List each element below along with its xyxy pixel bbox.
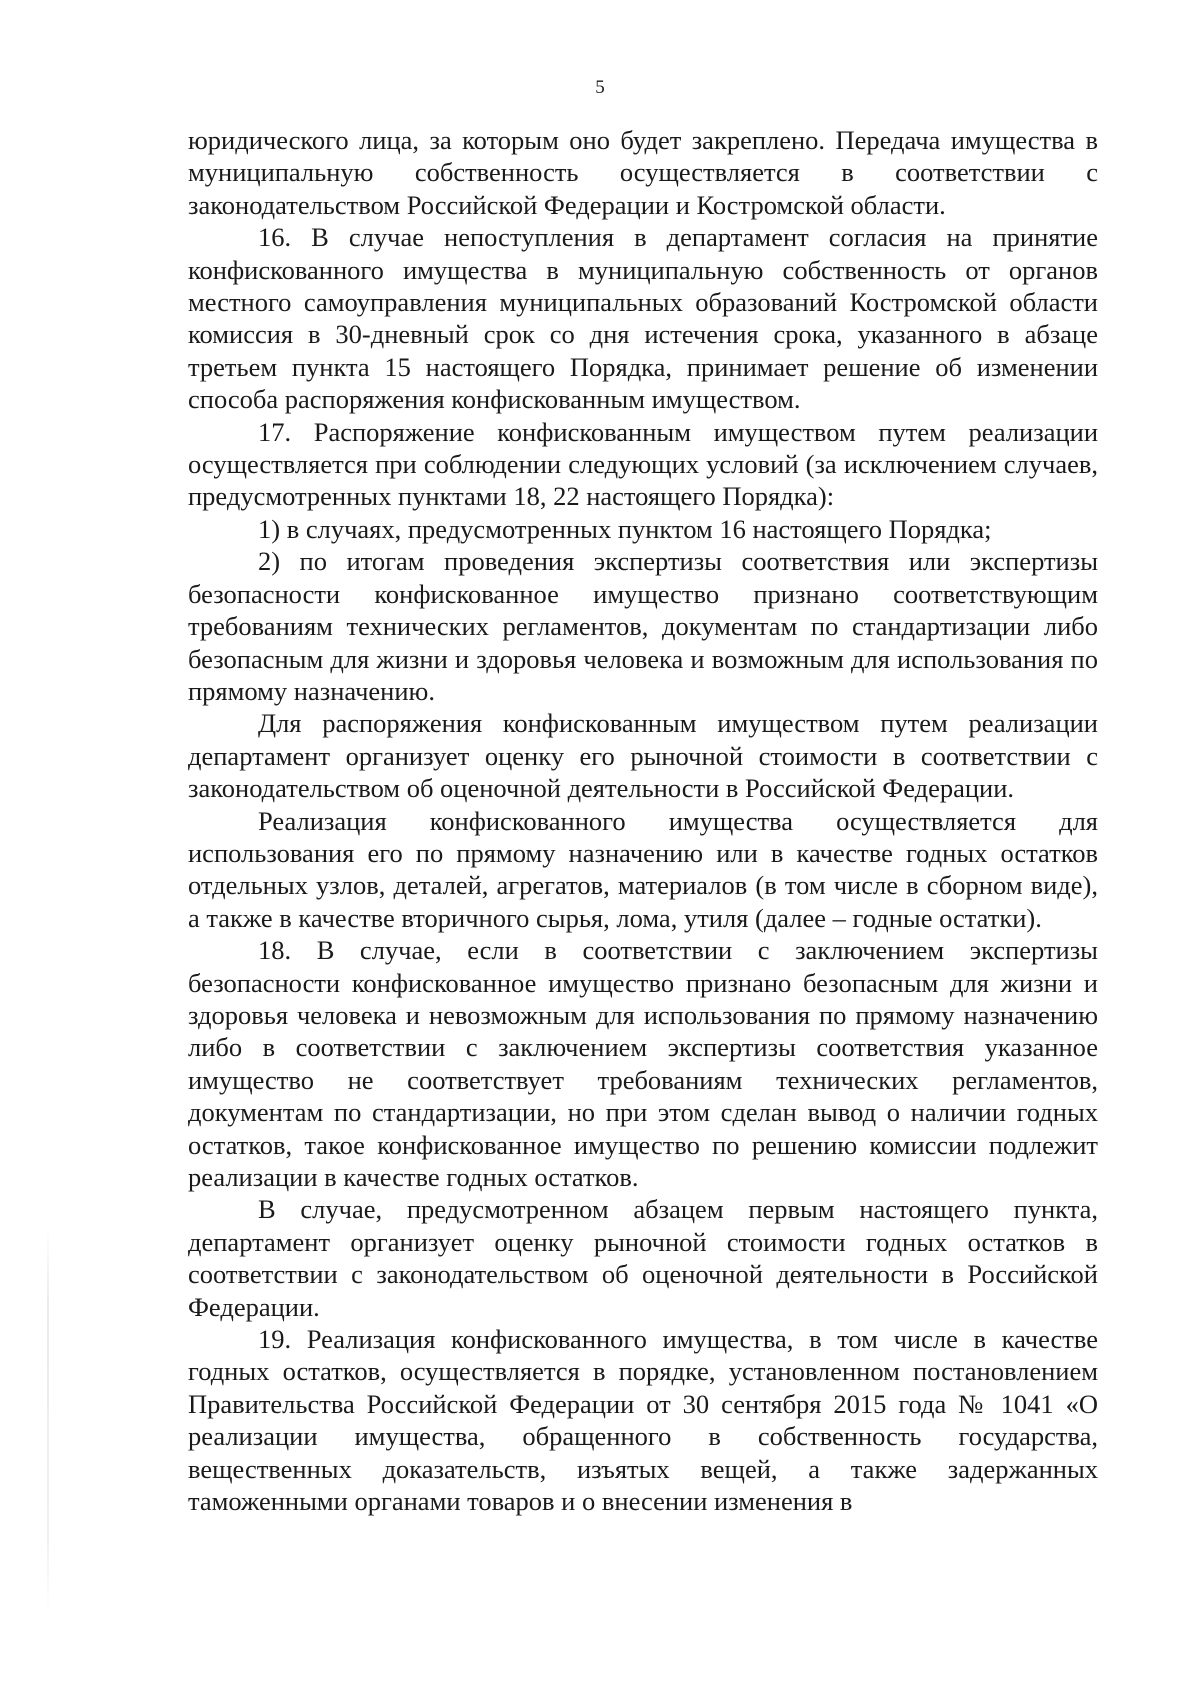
paragraph-item-17: 17. Распоряжение конфискованным имуществом путем реализации осуществляется при соблюдении следующих условий (за исключением случаев, предусмотренных пунктами 18, 22 настоящего Порядка): xyxy=(188,416,1098,512)
paragraph-valuation: Для распоряжения конфискованным имуществом путем реализации департамент организует оценку его рыночной стоимости в соответствии с законодательством об оценочной деятельности в Российской Федерации. xyxy=(188,708,1098,804)
paragraph-item-16: 16. В случае непоступления в департамент согласия на принятие конфискованного имущества в муниципальную собственность от органов местного самоуправления муниципальных образований Костромской области комиссия в 30-дневный срок со дня истечения срока, указанного в абзаце третьем пункта 15 настоящего Порядка, принимает решение об изменении способа распоряжения конфискованным имуществом. xyxy=(188,222,1098,415)
paragraph-item-18: 18. В случае, если в соответствии с заключением экспертизы безопасности конфискованное имущество признано безопасным для жизни и здоровья человека и невозможным для использования по прямому назначению либо в соответствии с заключением экспертизы соответствия указанное имущество не соответствует требованиям технических регламентов, документам по стандартизации, но при этом сделан вывод о наличии годных остатков, такое конфискованное имущество по решению комиссии подлежит реализации в качестве годных остатков. xyxy=(188,935,1098,1192)
page-number: 5 xyxy=(595,77,605,98)
paragraph-item-18-valuation: В случае, предусмотренном абзацем первым настоящего пункта, департамент организует оценку рыночной стоимости годных остатков в соответствии с законодательством об оценочной деятельности в Российской Федерации. xyxy=(188,1194,1098,1322)
paragraph-sale-purpose: Реализация конфискованного имущества осуществляется для использования его по прямому назначению или в качестве годных остатков отдельных узлов, деталей, агрегатов, материалов (в том числе в сборном виде), а также в качестве вторичного сырья, лома, утиля (далее – годные остатки). xyxy=(188,805,1098,933)
document-body xyxy=(188,124,1098,1517)
paragraph-continuation: юридического лица, за которым оно будет закреплено. Передача имущества в муниципальную собственность осуществляется в соответствии с законодательством Российской Федерации и Костромской области. xyxy=(188,125,1098,220)
paragraph-item-19: 19. Реализация конфискованного имущества, в том числе в качестве годных остатков, осуществляется в порядке, установленном постановлением Правительства Российской Федерации от 30 сентября 2015 года № 1041 «О реализации имущества, обращенного в собственность государства, вещественных доказательств, изъятых вещей, а также задержанных таможенными органами товаров и о внесении изменения в xyxy=(188,1324,1098,1517)
paragraph-subitem-1: 1) в случаях, предусмотренных пунктом 16 настоящего Порядка; xyxy=(258,513,992,544)
paragraph-subitem-2: 2) по итогам проведения экспертизы соответствия или экспертизы безопасности конфискованное имущество признано соответствующим требованиям технических регламентов, документам по стандартизации либо безопасным для жизни и здоровья человека и возможным для использования по прямому назначению. xyxy=(188,546,1098,706)
scan-artifact xyxy=(47,1225,49,1615)
